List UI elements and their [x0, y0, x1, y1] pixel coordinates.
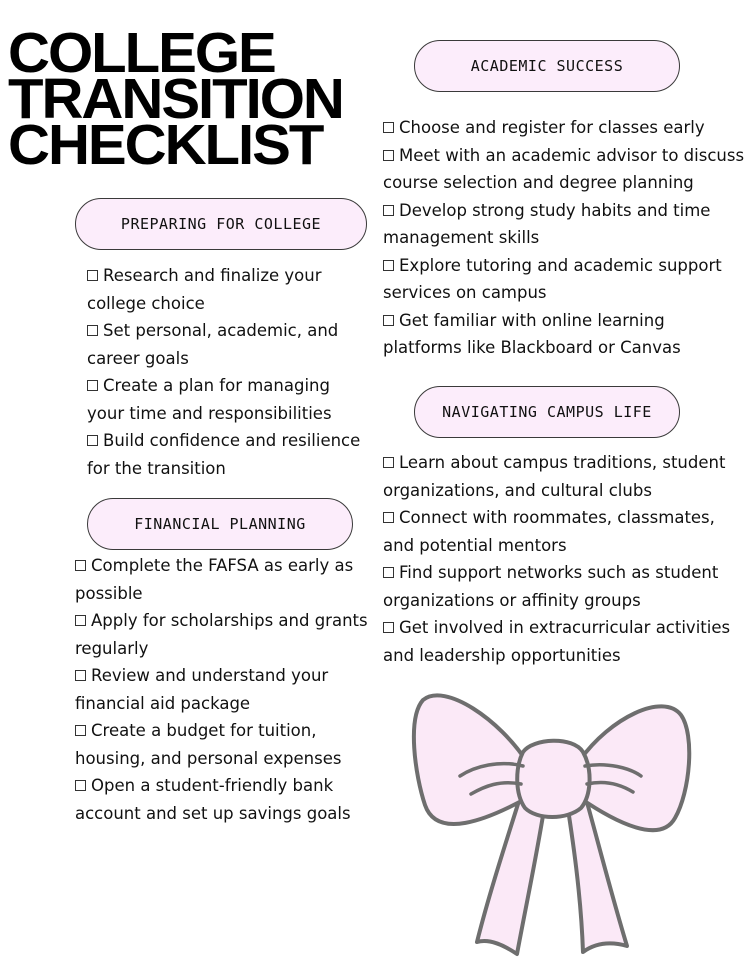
list-item	[75, 717, 375, 772]
campus-heading: NAVIGATING CAMPUS LIFE	[414, 386, 680, 438]
checkbox-icon[interactable]	[75, 560, 86, 571]
list-item-text: Review and understand your financial aid package	[75, 666, 329, 713]
list-item	[383, 449, 733, 504]
preparing-list	[87, 262, 372, 482]
checkbox-icon[interactable]	[383, 457, 394, 468]
list-item	[383, 197, 745, 252]
checkbox-icon[interactable]	[383, 622, 394, 633]
list-item	[87, 372, 372, 427]
checkbox-icon[interactable]	[75, 615, 86, 626]
list-item	[383, 252, 745, 307]
list-item	[383, 504, 733, 559]
preparing-heading: PREPARING FOR COLLEGE	[75, 198, 367, 250]
list-item-text: Choose and register for classes early	[399, 118, 705, 137]
bow-left-loop	[414, 695, 527, 824]
list-item-text: Learn about campus traditions, student organizations, and cultural clubs	[383, 453, 726, 500]
list-item-text: Connect with roommates, classmates, and potential mentors	[383, 508, 715, 555]
checkbox-icon[interactable]	[383, 150, 394, 161]
list-item-text: Develop strong study habits and time management skills	[383, 200, 711, 247]
list-item-text: Get involved in extracurricular activities and leadership opportunities	[383, 618, 731, 665]
list-item-text: Explore tutoring and academic support services on campus	[383, 255, 722, 302]
list-item-text: Create a budget for tuition, housing, and personal expenses	[75, 721, 342, 768]
list-item-text: Create a plan for managing your time and responsibilities	[87, 376, 332, 423]
list-item	[87, 427, 372, 482]
list-item	[383, 614, 733, 669]
list-item-text: Get familiar with online learning platforms like Blackboard or Canvas	[383, 310, 681, 357]
list-item	[383, 307, 745, 362]
list-item	[87, 262, 372, 317]
list-item-text: Build confidence and resilience for the transition	[87, 431, 361, 478]
list-item	[383, 114, 745, 142]
checkbox-icon[interactable]	[383, 205, 394, 216]
bow-knot	[517, 741, 589, 817]
list-item	[75, 552, 375, 607]
title-line-2: TRANSITION	[8, 67, 343, 131]
academic-heading: ACADEMIC SUCCESS	[414, 40, 680, 92]
checkbox-icon[interactable]	[87, 380, 98, 391]
list-item	[383, 559, 733, 614]
list-item-text: Meet with an academic advisor to discuss course selection and degree planning	[383, 145, 745, 192]
page-title	[8, 21, 343, 177]
checkbox-icon[interactable]	[87, 435, 98, 446]
checkbox-icon[interactable]	[383, 260, 394, 271]
list-item-text: Complete the FAFSA as early as possible	[75, 556, 354, 603]
list-item	[75, 662, 375, 717]
checkbox-icon[interactable]	[383, 567, 394, 578]
list-item-text: Apply for scholarships and grants regularly	[75, 611, 368, 658]
checkbox-icon[interactable]	[75, 670, 86, 681]
academic-list	[383, 114, 745, 362]
list-item-text: Open a student-friendly bank account and set up savings goals	[75, 776, 351, 823]
bow-right-loop	[580, 706, 689, 830]
checkbox-icon[interactable]	[75, 780, 86, 791]
checkbox-icon[interactable]	[75, 725, 86, 736]
bow-icon	[405, 680, 695, 965]
list-item-text: Research and finalize your college choice	[87, 266, 322, 313]
title-line-3: CHECKLIST	[8, 113, 323, 177]
checkbox-icon[interactable]	[87, 325, 98, 336]
title-line-1: COLLEGE	[8, 21, 275, 85]
checkbox-icon[interactable]	[383, 315, 394, 326]
list-item	[75, 607, 375, 662]
list-item-text: Find support networks such as student organizations or affinity groups	[383, 563, 719, 610]
financial-list	[75, 552, 375, 827]
list-item-text: Set personal, academic, and career goals	[87, 321, 339, 368]
list-item	[75, 772, 375, 827]
checkbox-icon[interactable]	[383, 122, 394, 133]
checkbox-icon[interactable]	[87, 270, 98, 281]
financial-heading: FINANCIAL PLANNING	[87, 498, 353, 550]
checkbox-icon[interactable]	[383, 512, 394, 523]
list-item	[87, 317, 372, 372]
list-item	[383, 142, 745, 197]
campus-list	[383, 449, 733, 669]
